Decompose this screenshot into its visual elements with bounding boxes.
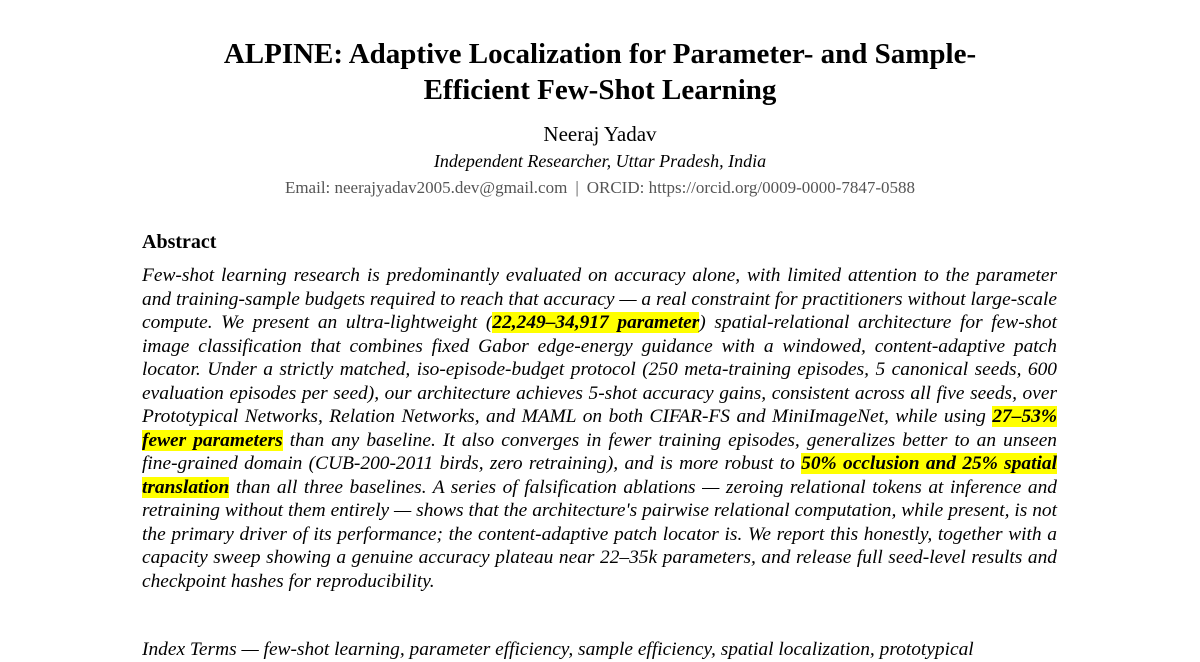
highlight-robustness: 50% occlusion and 25% spatial translation: [142, 453, 1057, 498]
author-affiliation: Independent Researcher, Uttar Pradesh, India: [433, 151, 767, 171]
abstract-body: [142, 264, 1057, 593]
abstract-text-4: than all three baselines. A series of falsification ablations — zeroing relational tokens at inference and retraining without them entirely — shows that the architecture's pairwise relational computation, while present, is not the primary driver of its performance; the content-adaptive patch locator is. We report this honestly, together with a capacity sweep showing a genuine accuracy plateau near 22–35k parameters, and release full seed-level results and checkpoint hashes for reproducibility.: [142, 476, 1057, 592]
highlight-parameter-count: 22,249–34,917 parameter: [492, 312, 700, 333]
index-terms-line: Index Terms — few-shot learning, parameter efficiency, sample efficiency, spatial localization, prototypical: [142, 639, 974, 660]
paper-title-line-2: Efficient Few-Shot Learning: [423, 74, 777, 106]
paper-title-line-1: ALPINE: Adaptive Localization for Parameter- and Sample-: [223, 38, 977, 70]
author-contact: [100, 176, 1100, 200]
author-email: Email: neerajyadav2005.dev@gmail.com: [284, 178, 568, 197]
contact-separator: |: [575, 178, 579, 197]
highlight-fewer-parameters: 27–53% fewer parameters: [142, 406, 1057, 451]
abstract-text-1: Few-shot learning research is predominantly evaluated on accuracy alone, with limited attention to the parameter and training-sample budgets required to reach that accuracy — a real constraint for practitioners without large-scale compute. We present an ultra-lightweight (: [142, 265, 1057, 333]
abstract-heading: Abstract: [142, 231, 217, 253]
author-orcid: ORCID: https://orcid.org/0009-0000-7847-0588: [586, 178, 916, 197]
paper-title: [100, 36, 1100, 108]
abstract-text-3: than any baseline. It also converges in fewer training episodes, generalizes better to an unseen fine-grained domain (CUB-200-2011 birds, zero retraining), and is more robust to: [142, 429, 1057, 474]
abstract-text-2: ) spatial-relational architecture for few-shot image classification that combines fixed Gabor edge-energy guidance with a windowed, content-adaptive patch locator. Under a strictly matched, iso-episode-budget protocol (250 meta-training episodes, 5 canonical seeds, 600 evaluation episodes per seed), our architecture achieves 5-shot accuracy gains, consistent across all five seeds, over Prototypical Networks, Relation Networks, and MAML on both CIFAR-FS and MiniImageNet, while using: [142, 312, 1057, 427]
author-name: Neeraj Yadav: [543, 122, 657, 146]
